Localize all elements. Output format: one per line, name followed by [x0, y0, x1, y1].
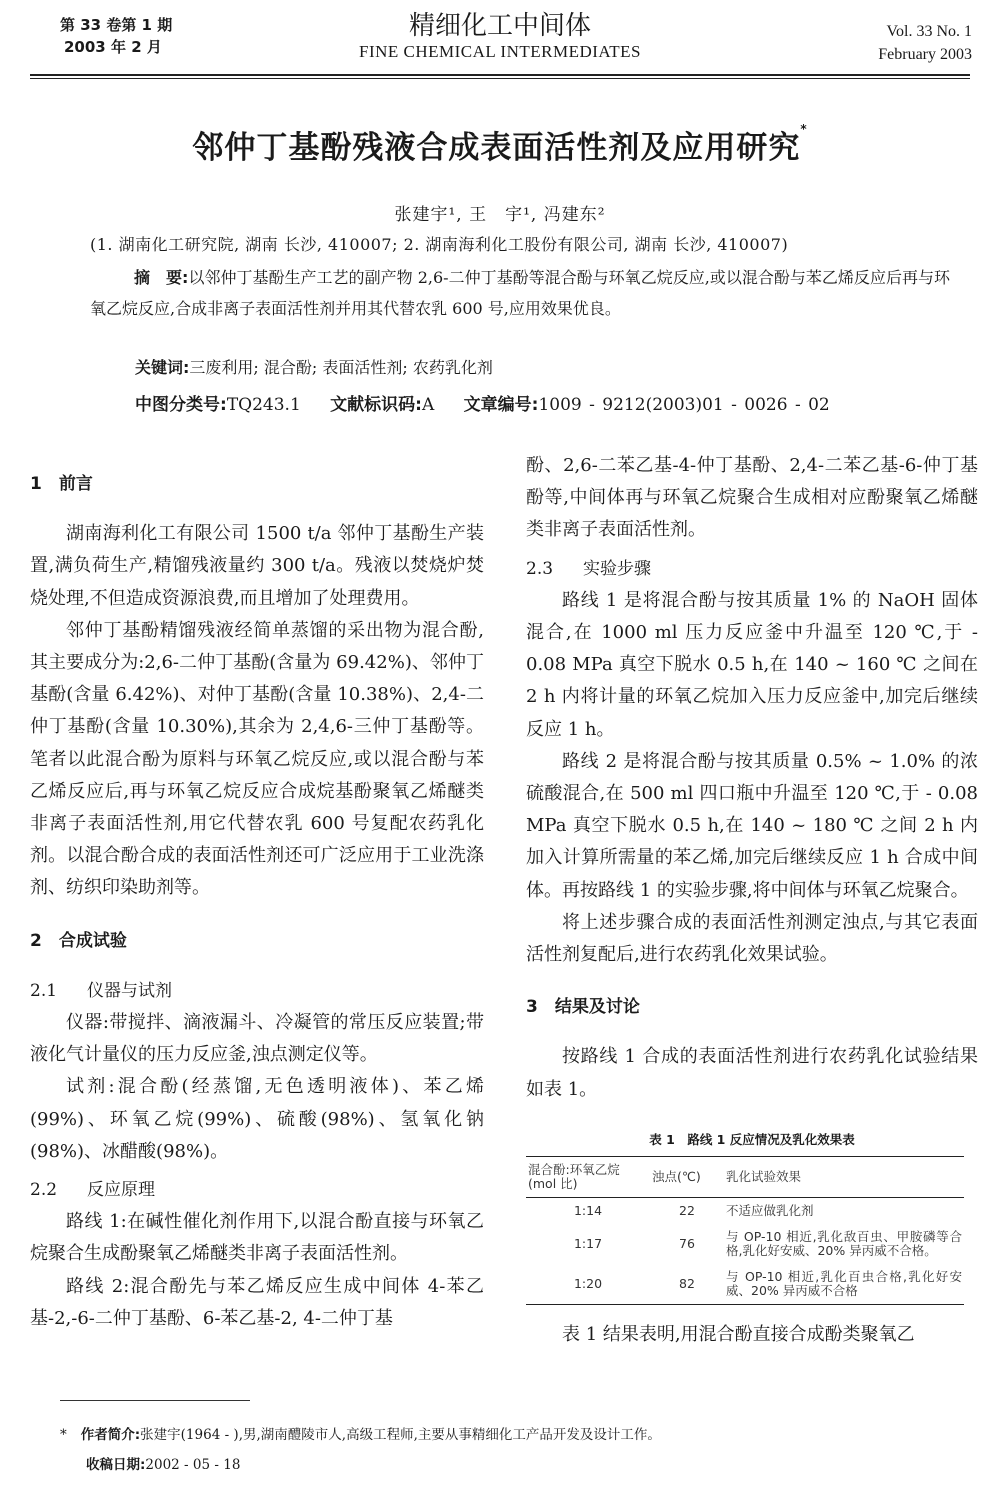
volume-en: Vol. 33 No. 1 — [886, 23, 972, 40]
table-cell-effect: 与 OP-10 相近,乳化百虫合格,乳化好安威、20% 异丙威不合格 — [724, 1264, 964, 1305]
table-row — [526, 1224, 964, 1264]
section-2-2-title: 反应原理 — [87, 1180, 156, 1201]
section-2-1-paragraph-1: 仪器:带搅拌、滴液漏斗、冷凝管的常压反应装置;带液化气计量仪的压力反应釜,浊点测定仪等。 — [30, 1012, 484, 1066]
abstract-label: 摘 要: — [134, 268, 189, 287]
table-header-row — [526, 1156, 964, 1197]
section-2-3-paragraph-2: 路线 2 是将混合酚与按其质量 0.5% ~ 1.0% 的浓硫酸混合,在 500 ml 四口瓶中升温至 120 ℃,于 - 0.08 MPa 真空下脱水 0.5 h,在 140 ~ 180 ℃ 之间 2 h 内加入计算所需量的苯乙烯,加完后继续反应 1 h 合成中间体。再按路线 1 的实验步骤,将中间体与环氧乙烷聚合。 — [526, 750, 978, 901]
left-column — [30, 448, 484, 1335]
section-1-paragraph-2: 邻仲丁基酚精馏残液经简单蒸馏的采出物为混合酚,其主要成分为:2,6-二仲丁基酚(含量为 69.42%)、邻仲丁基酚(含量 6.42%)、对仲丁基酚(含量 10.38%)、2,4-二仲丁基酚(含量 10.30%),其余为 2,4,6-三仲丁基酚等。笔者以此混合酚为原料与环氧乙烷反应,或以混合酚与苯乙烯反应后,再与环氧乙烷反应合成烷基酚聚氧乙烯醚类非离子表面活性剂,用它代替农乳 600 号复配农药乳化剂。以混合酚合成的表面活性剂还可广泛应用于工业洗涤剂、纺织印染助剂等。 — [30, 619, 484, 899]
table-header-effect: 乳化试验效果 — [724, 1156, 964, 1197]
section-3-heading: 3 结果及讨论 — [526, 997, 640, 1018]
journal-volume-en — [878, 20, 972, 66]
bio-text: 张建宇(1964 - ),男,湖南醴陵市人,高级工程师,主要从事精细化工产品开发及设计工作。 — [140, 1427, 661, 1443]
footnote-mark: * — [60, 1427, 67, 1443]
footnote — [60, 1420, 661, 1480]
table-header-cloud-point: 浊点(℃) — [650, 1156, 724, 1197]
article-title — [0, 122, 1000, 167]
authors: 张建宇¹, 王 宇¹, 冯建东² — [394, 205, 606, 225]
table-cell-cloud-point: 76 — [679, 1235, 695, 1251]
classification-line — [135, 390, 830, 415]
section-2-1-number: 2.1 — [30, 980, 58, 1001]
section-3-paragraph-1: 按路线 1 合成的表面活性剂进行农药乳化试验结果如表 1。 — [526, 1046, 978, 1100]
table-1-caption: 表 1 路线 1 反应情况及乳化效果表 — [649, 1131, 855, 1147]
table-row — [526, 1264, 964, 1305]
header-rule-thin — [30, 78, 970, 79]
right-column — [526, 450, 978, 1351]
section-2-1-title: 仪器与试剂 — [87, 980, 173, 1001]
article-no-label: 文章编号: — [463, 395, 539, 415]
date-cn: 2003 年 2 月 — [64, 38, 162, 56]
journal-name — [0, 10, 1000, 62]
doc-code-label: 文献标识码: — [330, 395, 422, 415]
section-3-paragraph-2: 表 1 结果表明,用混合酚直接合成酚类聚氧乙 — [562, 1323, 915, 1345]
section-2-2-paragraph-2a: 路线 2:混合酚先与苯乙烯反应生成中间体 4-苯乙基-2,-6-二仲丁基酚、6-苯乙基-2, 4-二仲丁基 — [30, 1275, 484, 1329]
affiliation: (1. 湖南化工研究院, 湖南 长沙, 410007; 2. 湖南海利化工股份有限公司, 湖南 长沙, 410007) — [90, 235, 789, 254]
bio-label: 作者简介: — [80, 1427, 141, 1443]
date-en: February 2003 — [878, 46, 972, 63]
table-cell-ratio: 1:20 — [526, 1264, 650, 1305]
section-2-3-number: 2.3 — [526, 558, 554, 579]
section-2-heading: 2 合成试验 — [30, 930, 127, 951]
volume-cn: 第 33 卷第 1 期 — [60, 16, 173, 34]
abstract-text: 以邻仲丁基酚生产工艺的副产物 2,6-二仲丁基酚等混合酚与环氧乙烷反应,或以混合酚与苯乙烯反应后再与环氧乙烷反应,合成非离子表面活性剂并用其代替农乳 600 号,应用效果优良。 — [90, 268, 950, 318]
section-2-2-number: 2.2 — [30, 1180, 58, 1201]
clc-value: TQ243.1 — [226, 395, 301, 415]
article-no-value: 1009 - 9212(2003)01 - 0026 - 02 — [538, 395, 830, 415]
author-bio — [60, 1420, 661, 1450]
doc-code-value: A — [421, 395, 435, 415]
title-footnote-mark: * — [800, 122, 808, 136]
table-cell-ratio: 1:14 — [573, 1202, 603, 1218]
received-label: 收稿日期: — [86, 1457, 146, 1473]
table-cell-ratio: 1:17 — [573, 1235, 603, 1251]
section-2-1-heading — [30, 975, 484, 1007]
section-2-2-paragraph-2b: 酚、2,6-二苯乙基-4-仲丁基酚、2,4-二苯乙基-6-仲丁基酚等,中间体再与环氧乙烷聚合生成相对应酚聚氧乙烯醚类非离子表面活性剂。 — [526, 455, 978, 541]
table-cell-effect: 与 OP-10 相近,乳化敌百虫、甲胺磷等合格,乳化好安威、20% 异丙威不合格。 — [726, 1228, 962, 1258]
clc-label: 中图分类号: — [135, 395, 227, 415]
keywords-text: 三废利用; 混合酚; 表面活性剂; 农药乳化剂 — [189, 358, 493, 377]
table-cell-effect: 不适应做乳化剂 — [726, 1202, 814, 1218]
table-header-ratio: 混合酚:环氧乙烷 (mol 比) — [526, 1156, 650, 1197]
keywords — [135, 355, 493, 378]
table-cell-cloud-point: 22 — [679, 1202, 695, 1218]
section-1-paragraph-1: 湖南海利化工有限公司 1500 t/a 邻仲丁基酚生产装置,满负荷生产,精馏残液量约 300 t/a。残液以焚烧炉焚烧处理,不但造成资源浪费,而且增加了处理费用。 — [30, 523, 484, 609]
table-cell-cloud-point: 82 — [650, 1264, 724, 1305]
section-2-2-paragraph-1: 路线 1:在碱性催化剂作用下,以混合酚直接与环氧乙烷聚合生成酚聚氧乙烯醚类非离子表面活性剂。 — [30, 1211, 484, 1265]
abstract — [90, 262, 950, 324]
section-2-3-paragraph-3: 将上述步骤合成的表面活性剂测定浊点,与其它表面活性剂复配后,进行农药乳化效果试验。 — [526, 911, 978, 966]
title-text: 邻仲丁基酚残液合成表面活性剂及应用研究 — [192, 130, 801, 166]
header-rule-thick — [30, 74, 970, 76]
section-2-3-heading — [526, 553, 978, 585]
journal-name-en: FINE CHEMICAL INTERMEDIATES — [358, 42, 642, 61]
section-1-heading: 1 前言 — [30, 474, 93, 494]
received-date — [60, 1450, 661, 1480]
section-2-2-heading — [30, 1174, 484, 1206]
footnote-rule — [60, 1400, 250, 1401]
section-2-1-paragraph-2: 试剂:混合酚(经蒸馏,无色透明液体)、苯乙烯(99%)、环氧乙烷(99%)、硫酸(98%)、氢氧化钠(98%)、冰醋酸(98%)。 — [30, 1076, 484, 1162]
journal-name-cn: 精细化工中间体 — [408, 11, 591, 41]
section-2-3-title: 实验步骤 — [583, 558, 652, 579]
keywords-label: 关键词: — [135, 358, 190, 377]
received-value: 2002 - 05 - 18 — [145, 1457, 241, 1473]
section-2-3-paragraph-1: 路线 1 是将混合酚与按其质量 1% 的 NaOH 固体混合,在 1000 ml 压力反应釜中升温至 120 ℃,于 - 0.08 MPa 真空下脱水 0.5 h,在 140 ~ 160 ℃ 之间在 2 h 内将计量的环氧乙烷加入压力反应釜中,加完后继续反应 1 h。 — [526, 589, 978, 740]
table-1 — [526, 1156, 964, 1305]
table-row — [526, 1197, 964, 1224]
